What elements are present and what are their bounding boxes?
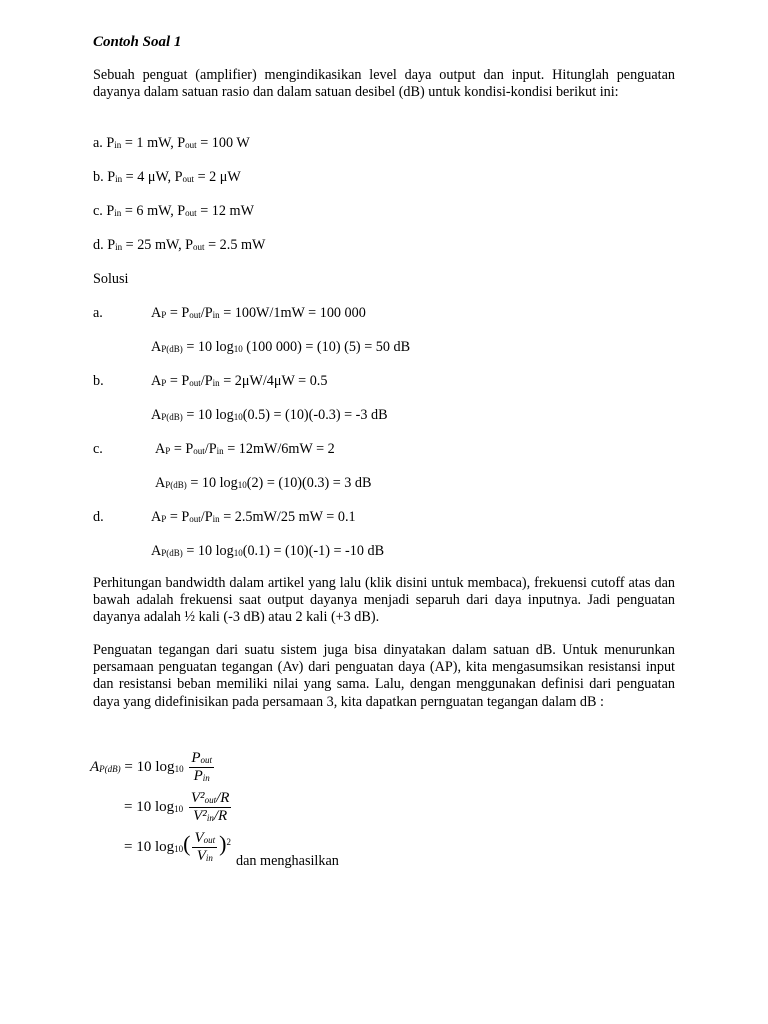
solution-ratio: AP = Pout/Pin = 2.5mW/25 mW = 0.1	[151, 509, 356, 525]
case-item: a. Pin = 1 mW, Pout = 100 W	[93, 135, 250, 151]
solution-ratio: AP = Pout/Pin = 100W/1mW = 100 000	[151, 305, 366, 321]
case-item: b. Pin = 4 μW, Pout = 2 μW	[93, 169, 241, 185]
solution-ratio: AP = Pout/Pin = 2μW/4μW = 0.5	[151, 373, 328, 389]
equation-line-3: = 10 log10( $\frac{\text{Vout}}{\text{Vin}}$ )$^2$	[124, 830, 231, 864]
voltage-gain-paragraph: Penguatan tegangan dari suatu sistem juga bisa dinyatakan dalam satuan dB. Untuk menurunkan persamaan penguatan tegangan (Av) dari penguatan daya (AP), kita mengasumsikan resistansi input dan resistansi beban memiliki nilai yang sama. Lalu, dengan menggunakan definisi dari penguatan daya yang didefinisikan pada persamaan 3, kita dapatkan pernguatan tegangan dalam dB :	[93, 642, 675, 710]
solusi-heading: Solusi	[93, 271, 129, 287]
voltage-gain-equation	[90, 742, 250, 870]
solution-db: AP(dB) = 10 log10(0.1) = (10)(-1) = -10 dB	[151, 543, 385, 559]
case-item: c. Pin = 6 mW, Pout = 12 mW	[93, 203, 254, 219]
solution-label: d.	[93, 509, 104, 525]
equation-line-2: = 10 log10 $\frac{\text{V²out/R}}{\text{V²in/R}}$	[124, 790, 230, 824]
solution-label: a.	[93, 305, 103, 321]
intro-paragraph: Sebuah penguat (amplifier) mengindikasikan level daya output dan input. Hitunglah penguatan dayanya dalam satuan rasio dan dalam satuan desibel (dB) untuk kondisi-kondisi berikut ini:	[93, 67, 675, 101]
dan-menghasilkan-text: dan menghasilkan	[236, 853, 339, 869]
solution-label: c.	[93, 441, 103, 457]
equation-line-1: AP(dB) = 10 log10 $\frac{\text{Pout}}{\text{Pin}}$	[90, 750, 212, 784]
solution-ratio: AP = Pout/Pin = 12mW/6mW = 2	[155, 441, 335, 457]
bandwidth-paragraph: Perhitungan bandwidth dalam artikel yang lalu (klik disini untuk membaca), frekuensi cutoff atas dan bawah adalah frekuensi saat output dayanya menjadi separuh dari daya inputnya. Jadi penguatan dayanya adalah ½ kali (-3 dB) atau 2 kali (+3 dB).	[93, 575, 675, 626]
page-title: Contoh Soal 1	[93, 34, 182, 50]
case-item: d. Pin = 25 mW, Pout = 2.5 mW	[93, 237, 266, 253]
solution-db: AP(dB) = 10 log10(2) = (10)(0.3) = 3 dB	[155, 475, 372, 491]
solution-db: AP(dB) = 10 log10 (100 000) = (10) (5) = 50 dB	[151, 339, 411, 355]
solution-label: b.	[93, 373, 104, 389]
solution-db: AP(dB) = 10 log10(0.5) = (10)(-0.3) = -3 dB	[151, 407, 388, 423]
